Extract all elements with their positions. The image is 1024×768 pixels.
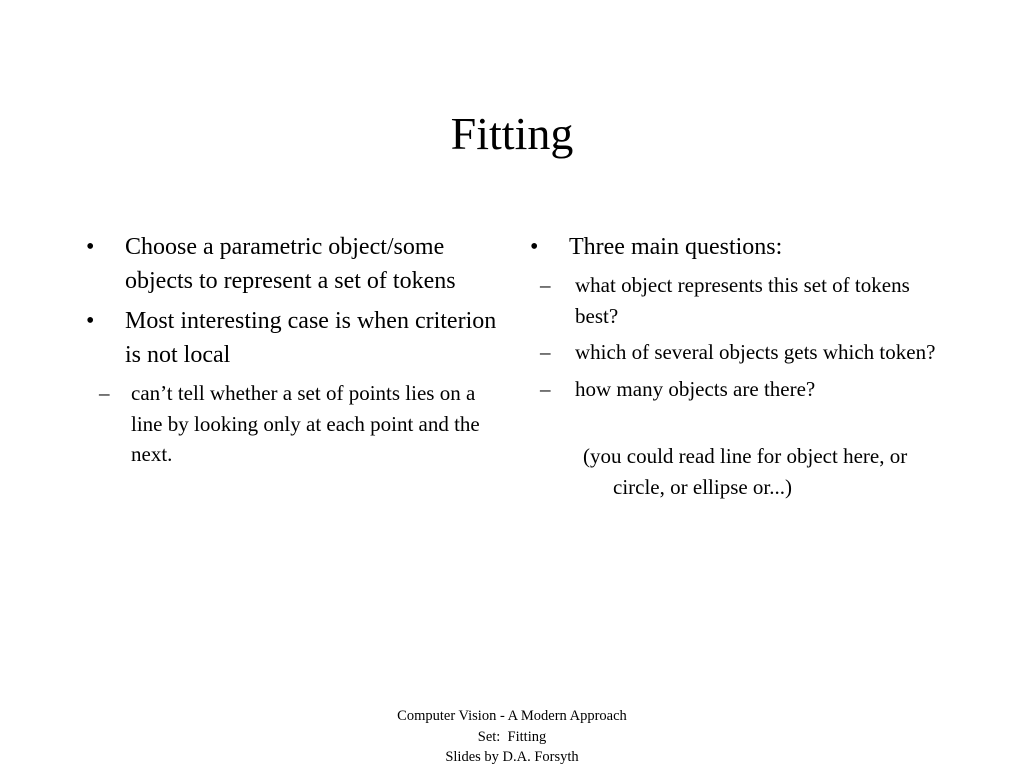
footer-line-author: Slides by D.A. Forsyth	[445, 749, 579, 765]
slide-title: Fitting	[450, 108, 574, 159]
sub-item	[86, 378, 506, 470]
bullet-marker: •	[86, 308, 95, 334]
right-column	[530, 230, 950, 502]
sub-list	[530, 270, 950, 404]
dash-marker: –	[99, 381, 110, 405]
dash-marker: –	[540, 340, 551, 364]
sub-item-text: how many objects are there?	[575, 376, 816, 401]
sub-item	[530, 337, 950, 368]
bullet-marker: •	[530, 234, 539, 260]
bullet-marker: •	[86, 234, 95, 260]
bullet-item	[530, 230, 950, 264]
footer-line-book: Computer Vision - A Modern Approach	[397, 708, 627, 724]
bullet-item	[86, 304, 506, 372]
bullet-item	[86, 230, 506, 298]
footer-line-set: Set: Fitting	[477, 728, 547, 745]
dash-marker: –	[540, 376, 551, 401]
sub-item-text: can’t tell whether a set of points lies on a line by looking only at each point and the next.	[131, 381, 480, 466]
bullet-text: Choose a parametric object/some objects to represent a set of tokens	[125, 234, 456, 294]
dash-marker: –	[540, 273, 551, 297]
sub-item	[530, 374, 950, 405]
bullet-text: Most interesting case is when criterion is not local	[125, 308, 497, 368]
bullet-text: Three main questions:	[569, 234, 783, 260]
sub-list	[86, 378, 506, 470]
sub-item-text: which of several objects gets which token?	[575, 340, 936, 364]
sub-item-text: what object represents this set of tokens best?	[575, 273, 910, 328]
sub-item	[530, 270, 950, 331]
note-text: (you could read line for object here, or circle, or ellipse or...)	[583, 444, 908, 499]
slide-footer	[0, 706, 1024, 768]
left-column	[86, 230, 506, 476]
